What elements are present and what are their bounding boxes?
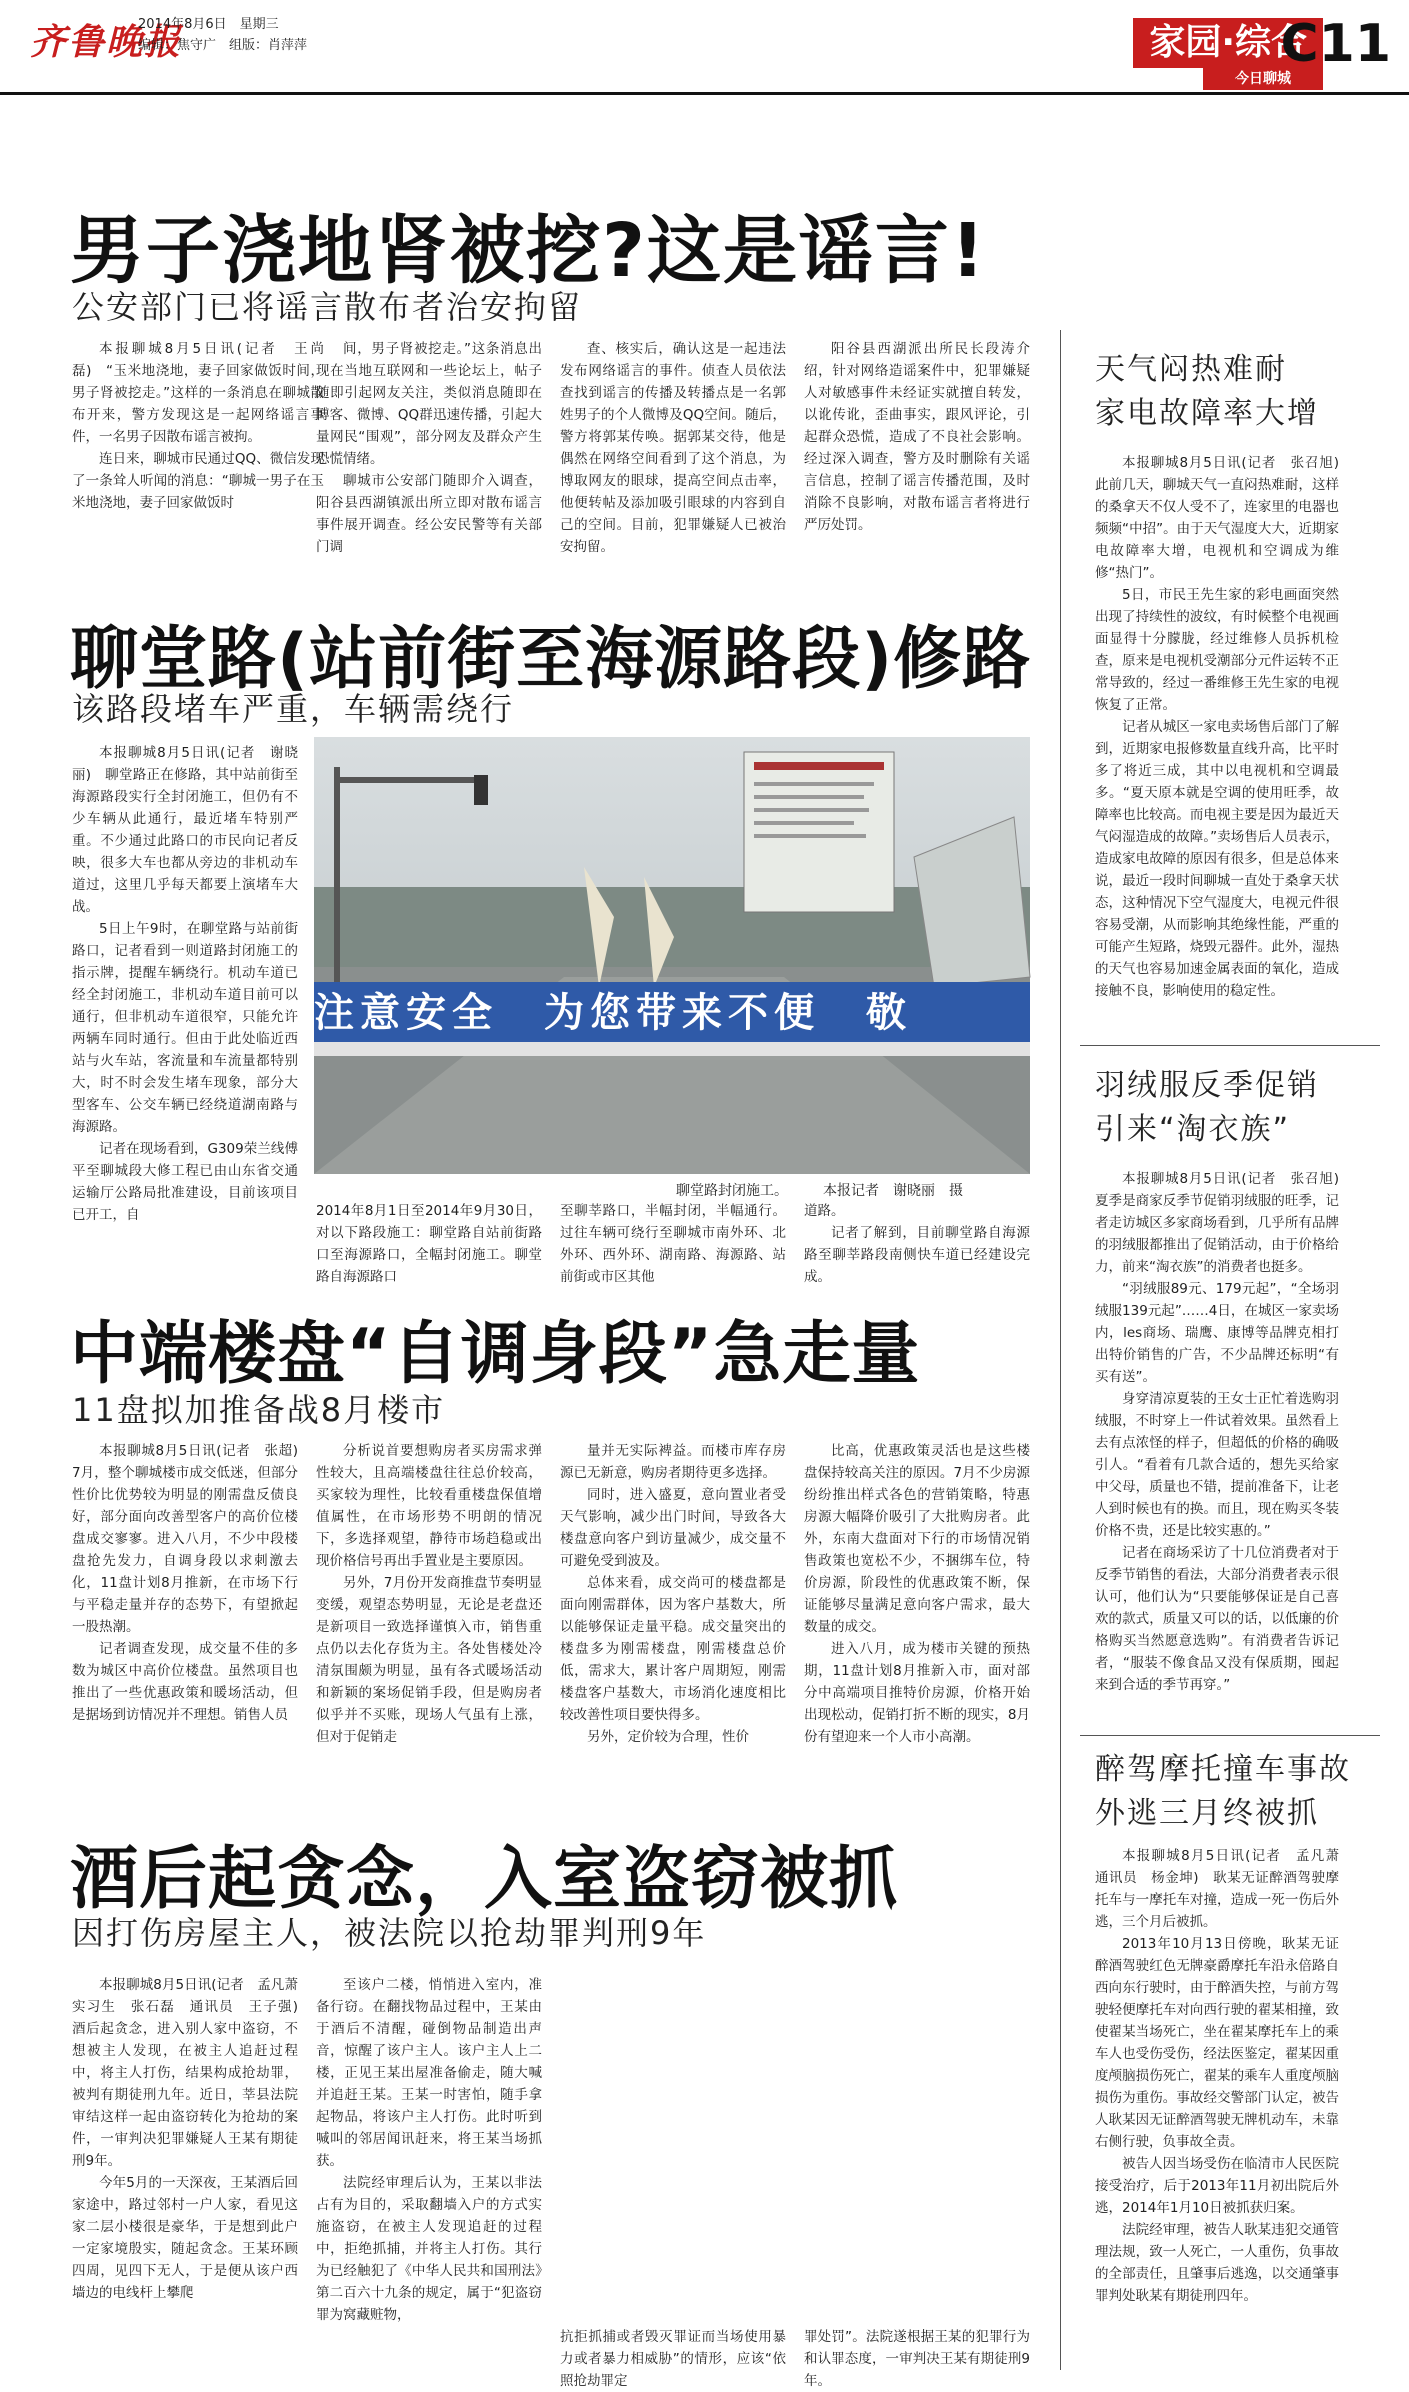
paragraph: 5日上午9时，在聊堂路与站前街路口，记者看到一则道路封闭施工的指示牌，提醒车辆绕行。机动车道已经全封闭施工，非机动车道目前可以通行，但非机动车道很窄，只能允许两辆车同时通行。但由于此处临近西站与火车站，客流量和车流量都特别大，时不时会发生堵车现象，部分大型客车、公交车辆已经绕道湖南路与海源路。: [72, 921, 298, 1135]
section-sub: 今日聊城: [1203, 68, 1323, 90]
paragraph: 今年5月的一天深夜，王某酒后回家途中，路过邻村一户人家，看见这家二层小楼很是豪华，于是想到此户一定家境殷实，随起贪念。王某环顾四周，见四下无人，于是便从该户西墙边的电线杆上攀爬: [72, 2175, 298, 2301]
paragraph: 被告人因当场受伤在临清市人民医院接受治疗，后于2013年11月初出院后外逃，2014年1月10日被抓获归案。: [1095, 2156, 1339, 2216]
paragraph: “羽绒服89元、179元起”，“全场羽绒服139元起”……4日，在城区一家卖场内，les商场、瑞鹰、康博等品牌克相打出特价销售的广告，不少品牌还标明“有买有送”。: [1095, 1281, 1339, 1385]
paragraph: 总体来看，成交尚可的楼盘都是面向刚需群体，因为客户基数大，所以能够保证走量平稳。成交量突出的楼盘多为刚需楼盘，刚需楼盘总价低，需求大，累计客户周期短，刚需楼盘客户基数大，市场消化速度相比较改善性项目要快得多。: [560, 1575, 786, 1723]
page-number: C11: [1280, 14, 1391, 74]
paragraph: 另外，7月份开发商推盘节奏明显变缓，观望态势明显，无论是老盘还是新项目一致选择谨慎入市，销售重点仍以去化存货为主。各处售楼处冷清氛围颇为明显，虽有各式暖场活动和新颖的案场促销手段，但是购房者似乎并不买账，现场人气虽有上涨，但对于促销走: [316, 1575, 542, 1745]
paragraph: 记者在商场采访了十几位消费者对于反季节销售的看法，大部分消费者表示很认可，他们认为“只要能够保证是自己喜欢的款式，质量又可以的话，以低廉的价格购买当然愿意选购”。有消费者告诉记者，“服装不像食品又没有保质期，囤起来到合适的季节再穿。”: [1095, 1545, 1339, 1693]
article3-headline: 中端楼盘“自调身段”急走量: [70, 1315, 921, 1394]
article3-col-4: 比高，优惠政策灵活也是这些楼盘保持较高关注的原因。7月不少房源纷纷推出样式各色的营销策略，特惠房源大幅降价吸引了大批购房者。此外，东南大盘面对下行的市场情况销售政策也宽松不少，不捆绑车位，特价房源，阶段性的优惠政策不断，保证能够尽量满足意向客户需求，最大数量的成交。 进入八月，成为楼市关键的预热期，11盘计划8月推新入市，面对部分中高端项目推特价房源，价格开始出现松动，促销打折不断的现实，8月份有望迎来一个人市小高潮。: [804, 1440, 1030, 1810]
sidebar3-headline: 醉驾摩托撞车事故 外逃三月终被抓: [1095, 1752, 1351, 1831]
article2-col-1: 本报聊城8月5日讯(记者 谢晓丽) 聊堂路正在修路，其中站前街至海源路段实行全封闭施工，但仍有不少车辆从此通行，最近堵车特别严重。不少通过此路口的市民向记者反映，很多大车也都从旁边的非机动车道过，这里几乎每天都要上演堵车大战。 5日上午9时，在聊堂路与站前街路口，记者看到一则道路封闭施工的指示牌，提醒车辆绕行。机动车道已经全封闭施工，非机动车道目前可以通行，但非机动车道很窄，只能允许两辆车同时通行。但由于此处临近西站与火车站，客流量和车流量都特别大，时不时会发生堵车现象，部分大型客车、公交车辆已经绕道湖南路与海源路。 记者在现场看到，G309荣兰线傅平至聊城段大修工程已由山东省交通运输厅公路局批准建设，目前该项目已开工，自: [72, 742, 298, 1374]
article1-col-3: 查、核实后，确认这是一起违法发布网络谣言的事件。侦查人员依法查找到谣言的传播及转播点是一名郭姓男子的个人微博及QQ空间。随后，警方将郭某传唤。据郭某交待，他是偶然在网络空间看到了这个消息，为博取网友的眼球，提高空间点击率，他便转帖及添加吸引眼球的内容到自己的空间。目前，犯罪嫌疑人已被治安拘留。: [560, 341, 786, 555]
sidebar1-body: 本报聊城8月5日讯(记者 张召旭) 此前几天，聊城天气一直闷热难耐，这样的桑拿天不仅人受不了，连家里的电器也频频“中招”。由于天气湿度大大，近期家电故障率大增，电视机和空调成为维修“热门”。 5日，市民王先生家的彩电画面突然出现了持续性的波纹，有时候整个电视画面显得十分朦胧，经过维修人员拆机检查，原来是电视机受潮部分元件运转不正常导致的，经过一番维修王先生家的电视恢复了正常。 记者从城区一家电卖场售后部门了解到，近期家电报修数量直线升高，比平时多了将近三成，其中以电视机和空调最多。“夏天原本就是空调的使用旺季，故障率也比较高。而电视主要是因为最近天气闷湿造成的故障。”卖场售后人员表示，造成家电故障的原因有很多，但是总体来说，最近一段时间聊城一直处于桑拿天状态，这种情况下空气湿度大，电视元件很容易受潮，从而影响其绝缘性能，严重的可能产生短路，烧毁元器件。此外，湿热的天气也容易加速金属表面的氧化，造成接触不良，影响使用的稳定性。: [1095, 452, 1339, 1038]
article2-below-1: 2014年8月1日至2014年9月30日，对以下路段施工：聊堂路自站前街路口至海源路口，全幅封闭施工。聊堂路自海源路口: [316, 1203, 542, 1285]
road-photo: [314, 737, 1030, 1174]
article4-col-1: 本报聊城8月5日讯(记者 孟凡萧 实习生 张石磊 通讯员 王子强) 酒后起贪念，进入别人家中盗窃，不想被主人发现，在被主人追赶过程中，将主人打伤，结果构成抢劫罪，被判有期徒刑九年。近日，莘县法院审结这样一起由盗窃转化为抢劫的案件，一审判决犯罪嫌疑人王某有期徒刑9年。 今年5月的一天深夜，王某酒后回家途中，路过邻村一户人家，看见这家二层小楼很是豪华，于是想到此户一定家境殷实，随起贪念。王某环顾四周，见四下无人，于是便从该户西墙边的电线杆上攀爬: [72, 1974, 298, 2374]
article4-subheadline: 因打伤房屋主人，被法院以抢劫罪判刑9年: [72, 1914, 707, 1952]
paper-logo: 齐鲁晚报: [30, 21, 183, 63]
paragraph: 连日来，聊城市民通过QQ、微信发现了一条耸人听闻的消息：“聊城一男子在玉米地浇地，妻子回家做饭时: [72, 451, 324, 511]
paragraph: 记者在现场看到，G309荣兰线傅平至聊城段大修工程已由山东省交通运输厅公路局批准建设，目前该项目已开工，自: [72, 1141, 298, 1223]
sidebar2-headline: 羽绒服反季促销 引来“淘衣族”: [1095, 1068, 1319, 1147]
article4-col-4: 罪处罚”。法院遂根据王某的犯罪行为和认罪态度，一审判决王某有期徒刑9年。: [804, 2329, 1030, 2389]
paragraph: 法院经审理后认为，王某以非法占有为目的，采取翻墙入户的方式实施盗窃，在被主人发现追赶的过程中，拒绝抓捕，并将主人打伤。其行为已经触犯了《中华人民共和国刑法》第二百六十九条的规定，属于“犯盗窃罪为窝藏赃物，: [316, 2175, 542, 2323]
paragraph: 身穿清凉夏装的王女士正忙着选购羽绒服，不时穿上一件试着效果。虽然看上去有点浓怪的样子，但超低的价格的确吸引人。“看着有几款合适的，想先买给家中父母，质量也不错，提前准备下，让老人到时候也有的换。而且，现在购买冬装价格不贵，还是比较实惠的。”: [1095, 1391, 1339, 1539]
masthead-rule: [0, 92, 1409, 95]
article4-headline: 酒后起贪念，入室盗窃被抓: [70, 1840, 899, 1919]
paragraph: 2013年10月13日傍晚，耿某无证醉酒驾驶红色无牌豪爵摩托车沿永倍路自西向东行驶时，由于醉酒失控，与前方驾驶轻便摩托车对向西行驶的翟某相撞，致使翟某当场死亡，坐在翟某摩托车上的乘车人也受伤受伤，经法医鉴定，翟某因重度颅脑损伤死亡，翟某的乘车人重度颅脑损伤为重伤。事故经交警部门认定，被告人耿某因无证醉酒驾驶无牌机动车，未靠右侧行驶，负事故全责。: [1095, 1936, 1339, 2150]
paragraph: 5日，市民王先生家的彩电画面突然出现了持续性的波纹，有时候整个电视画面显得十分朦胧，经过维修人员拆机检查，原来是电视机受潮部分元件运转不正常导致的，经过一番维修王先生家的电视恢复了正常。: [1095, 587, 1339, 713]
paragraph: 进入八月，成为楼市关键的预热期，11盘计划8月推新入市，面对部分中高端项目推特价房源，价格开始出现松动，促销打折不断的现实，8月份有望迎来一个人市小高潮。: [804, 1641, 1030, 1745]
article2-headline: 聊堂路(站前街至海源路段)修路: [70, 620, 1032, 699]
masthead-meta: [138, 14, 307, 56]
sidebar-divider: [1060, 330, 1061, 2370]
article2-below-2: 至聊莘路口，半幅封闭，半幅通行。过往车辆可绕行至聊城市南外环、北外环、西外环、湖南路、海源路、站前街或市区其他: [560, 1203, 786, 1285]
article1-col-2: 间，男子肾被挖走。”这条消息出现在当地互联网和一些论坛上，帖子随即引起网友关注，类似消息随即在博客、微博、QQ群迅速传播，引起大量网民“围观”，部分网友及群众产生恐慌情绪。 聊城市公安部门随即介入调查，阳谷县西湖镇派出所立即对散布谣言事件展开调查。经公安民警等有关部门调: [316, 338, 542, 596]
article4-col-3: 抗拒抓捕或者毁灭罪证而当场使用暴力或者暴力相威胁”的情形，应该“依照抢劫罪定: [560, 2329, 786, 2389]
article3-col-1: 本报聊城8月5日讯(记者 张超) 7月，整个聊城楼市成交低迷，但部分性价比优势较为明显的刚需盘反债良好，部分面向改善型客户的高价位楼盘成交寥寥。进入八月，不少中段楼盘抢先发力，自调身段以求刺激去化，11盘计划8月推新，在市场下行与平稳走量并存的态势下，有望掀起一股热潮。 记者调查发现，成交量不佳的多数为城区中高价位楼盘。虽然项目也推出了一些优惠政策和暖场活动，但是据场到访情况并不理想。销售人员: [72, 1440, 298, 1810]
date-line: 2014年8月6日 星期三: [138, 17, 279, 32]
photo-banner-text: 注意安全 为您带来不便 敬: [314, 990, 912, 1036]
article3-col-2: 分析说首要想购房者买房需求弹性较大，且高端楼盘往往总价较高，买家较为理性，比较看重楼盘保值增值属性，在市场形势不明朗的情况下，多选择观望，静待市场趋稳或出现价格信号再出手置业是主要原因。 另外，7月份开发商推盘节奏明显变缓，观望态势明显，无论是老盘还是新项目一致选择谨慎入市，销售重点仍以去化存货为主。各处售楼处冷清氛围颇为明显，虽有各式暖场活动和新颖的案场促销手段，但是购房者似乎并不买账，现场人气虽有上涨，但对于促销走: [316, 1440, 542, 1810]
section-name: 家园·综合: [1133, 18, 1323, 68]
article4-col-2: 至该户二楼，悄悄进入室内，准备行窃。在翻找物品过程中，王某由于酒后不清醒，碰倒物品制造出声音，惊醒了该户主人。该户主人上二楼，正见王某出屋准备偷走，随大喊并追赶王某。王某一时害怕，随手拿起物品，将该户主人打伤。此时听到喊叫的邻居闻讯赶来，将王某当场抓获。 法院经审理后认为，王某以非法占有为目的，采取翻墙入户的方式实施盗窃，在被主人发现追赶的过程中，拒绝抓捕，并将主人打伤。其行为已经触犯了《中华人民共和国刑法》第二百六十九条的规定，属于“犯盗窃罪为窝藏赃物，: [316, 1974, 542, 2374]
article1-headline: 男子浇地肾被挖?这是谣言!: [70, 208, 987, 294]
sidebar-rule-1: [1080, 1045, 1380, 1046]
paragraph: 同时，进入盛夏，意向置业者受天气影响，减少出门时间，导致各大楼盘意向客户到访量减少，成交量不可避免受到波及。: [560, 1487, 786, 1569]
paragraph: 记者了解到，目前聊堂路自海源路至聊莘路段南侧快车道已经建设完成。: [804, 1225, 1030, 1285]
article3-col-3: 量并无实际裨益。而楼市库存房源已无新意，购房者期待更多选择。 同时，进入盛夏，意向置业者受天气影响，减少出门时间，导致各大楼盘意向客户到访量减少，成交量不可避免受到波及。 总体来看，成交尚可的楼盘都是面向刚需群体，因为客户基数大，所以能够保证走量平稳。成交量突出的楼盘多为刚需楼盘，刚需楼盘总价低，需求大，累计客户周期短，刚需楼盘客户基数大，市场消化速度相比较改善性项目要快得多。 另外，定价较为合理，性价: [560, 1440, 786, 1810]
article2-below-3: 道路。 记者了解到，目前聊堂路自海源路至聊莘路段南侧快车道已经建设完成。: [804, 1200, 1030, 1332]
sidebar-rule-2: [1080, 1735, 1380, 1736]
sidebar1-headline: 天气闷热难耐 家电故障率大增: [1095, 352, 1319, 431]
paragraph: 记者调查发现，成交量不佳的多数为城区中高价位楼盘。虽然项目也推出了一些优惠政策和暖场活动，但是据场到访情况并不理想。销售人员: [72, 1641, 298, 1723]
editor-line: 编辑：焦守广 组版：肖萍萍: [138, 38, 308, 53]
paragraph: 记者从城区一家电卖场售后部门了解到，近期家电报修数量直线升高，比平时多了将近三成，其中以电视机和空调最多。“夏天原本就是空调的使用旺季，故障率也比较高。而电视主要是因为最近天气闷湿造成的故障。”卖场售后人员表示，造成家电故障的原因有很多，但是总体来说，最近一段时间聊城一直处于桑拿天状态，这种情况下空气湿度大，电视元件很容易受潮，从而影响其绝缘性能，严重的可能产生短路，烧毁元器件。此外，湿热的天气也容易加速金属表面的氧化，造成接触不良，影响使用的稳定性。: [1095, 719, 1339, 999]
article2-subheadline: 该路段堵车严重，车辆需绕行: [72, 690, 515, 728]
article1-col-1: 本报聊城8月5日讯(记者 王尚磊) “玉米地浇地，妻子回家做饭时间，男子肾被挖走。”这样的一条消息在聊城散布开来，警方发现这是一起网络谣言事件，一名男子因散布谣言被拘。 连日来，聊城市民通过QQ、微信发现了一条耸人听闻的消息：“聊城一男子在玉米地浇地，妻子回家做饭时: [72, 338, 324, 596]
road-photo-image: [314, 737, 1030, 1174]
sidebar2-body: 本报聊城8月5日讯(记者 张召旭) 夏季是商家反季节促销羽绒服的旺季，记者走访城区多家商场看到，几乎所有品牌的羽绒服都推出了促销活动，由于价格给力，前来“淘衣族”的消费者也挺多。 “羽绒服89元、179元起”，“全场羽绒服139元起”……4日，在城区一家卖场内，les商场、瑞鹰、康博等品牌克相打出特价销售的广告，不少品牌还标明“有买有送”。 身穿清凉夏装的王女士正忙着选购羽绒服，不时穿上一件试着效果。虽然看上去有点浓怪的样子，但超低的价格的确吸引人。“看着有几款合适的，想先买给家中父母，质量也不错，提前准备下，让老人到时候也有的换。而且，现在购买冬装价格不贵，还是比较实惠的。” 记者在商场采访了十几位消费者对于反季节销售的看法，大部分消费者表示很认可，他们认为“只要能够保证是自己喜欢的款式，质量又可以的话，以低廉的价格购买当然愿意选购”。有消费者告诉记者，“服装不像食品又没有保质期，囤起来到合适的季节再穿。”: [1095, 1168, 1339, 1726]
paragraph: 聊城市公安部门随即介入调查，阳谷县西湖镇派出所立即对散布谣言事件展开调查。经公安民警等有关部门调: [316, 473, 542, 555]
paragraph: 法院经审理，被告人耿某违犯交通管理法规，致一人死亡，一人重伤，负事故的全部责任，且肇事后逃逸，以交通肇事罪判处耿某有期徒刑四年。: [1095, 2222, 1339, 2304]
paragraph: 另外，定价较为合理，性价: [587, 1729, 749, 1745]
sidebar3-body: 本报聊城8月5日讯(记者 孟凡萧 通讯员 杨金坤) 耿某无证醉酒驾驶摩托车与一摩托车对撞，造成一死一伤后外逃，三个月后被抓。 2013年10月13日傍晚，耿某无证醉酒驾驶红色无牌豪爵摩托车沿永倍路自西向东行驶时，由于醉酒失控，与前方驾驶轻便摩托车对向西行驶的翟某相撞，致使翟某当场死亡，坐在翟某摩托车上的乘车人也受伤受伤，经法医鉴定，翟某因重度颅脑损伤死亡，翟某的乘车人重度颅脑损伤为重伤。事故经交警部门认定，被告人耿某因无证醉酒驾驶无牌机动车，未靠右侧行驶，负事故全责。 被告人因当场受伤在临清市人民医院接受治疗，后于2013年11月初出院后外逃，2014年1月10日被抓获归案。 法院经审理，被告人耿某违犯交通管理法规，致一人死亡，一人重伤，负事故的全部责任，且肇事后逃逸，以交通肇事罪判处耿某有期徒刑四年。: [1095, 1845, 1339, 2373]
article1-subheadline: 公安部门已将谣言散布者治安拘留: [72, 288, 583, 326]
photo-caption: 聊堂路封闭施工。 本报记者 谢晓丽 摄: [676, 1183, 963, 1199]
article1-col-4: 阳谷县西湖派出所民长段涛介绍，针对网络造谣案件中，犯罪嫌疑人对敏感事件未经证实就擅自转发，以讹传讹，歪曲事实，跟风评论，引起群众恐慌，造成了不良社会影响。经过深入调查，警方及时删除有关谣言信息，控制了谣言传播范围，及时消除不良影响，对散布谣言者将进行严厉处罚。: [804, 341, 1030, 533]
article3-subheadline: 11盘拟加推备战8月楼市: [72, 1391, 446, 1429]
